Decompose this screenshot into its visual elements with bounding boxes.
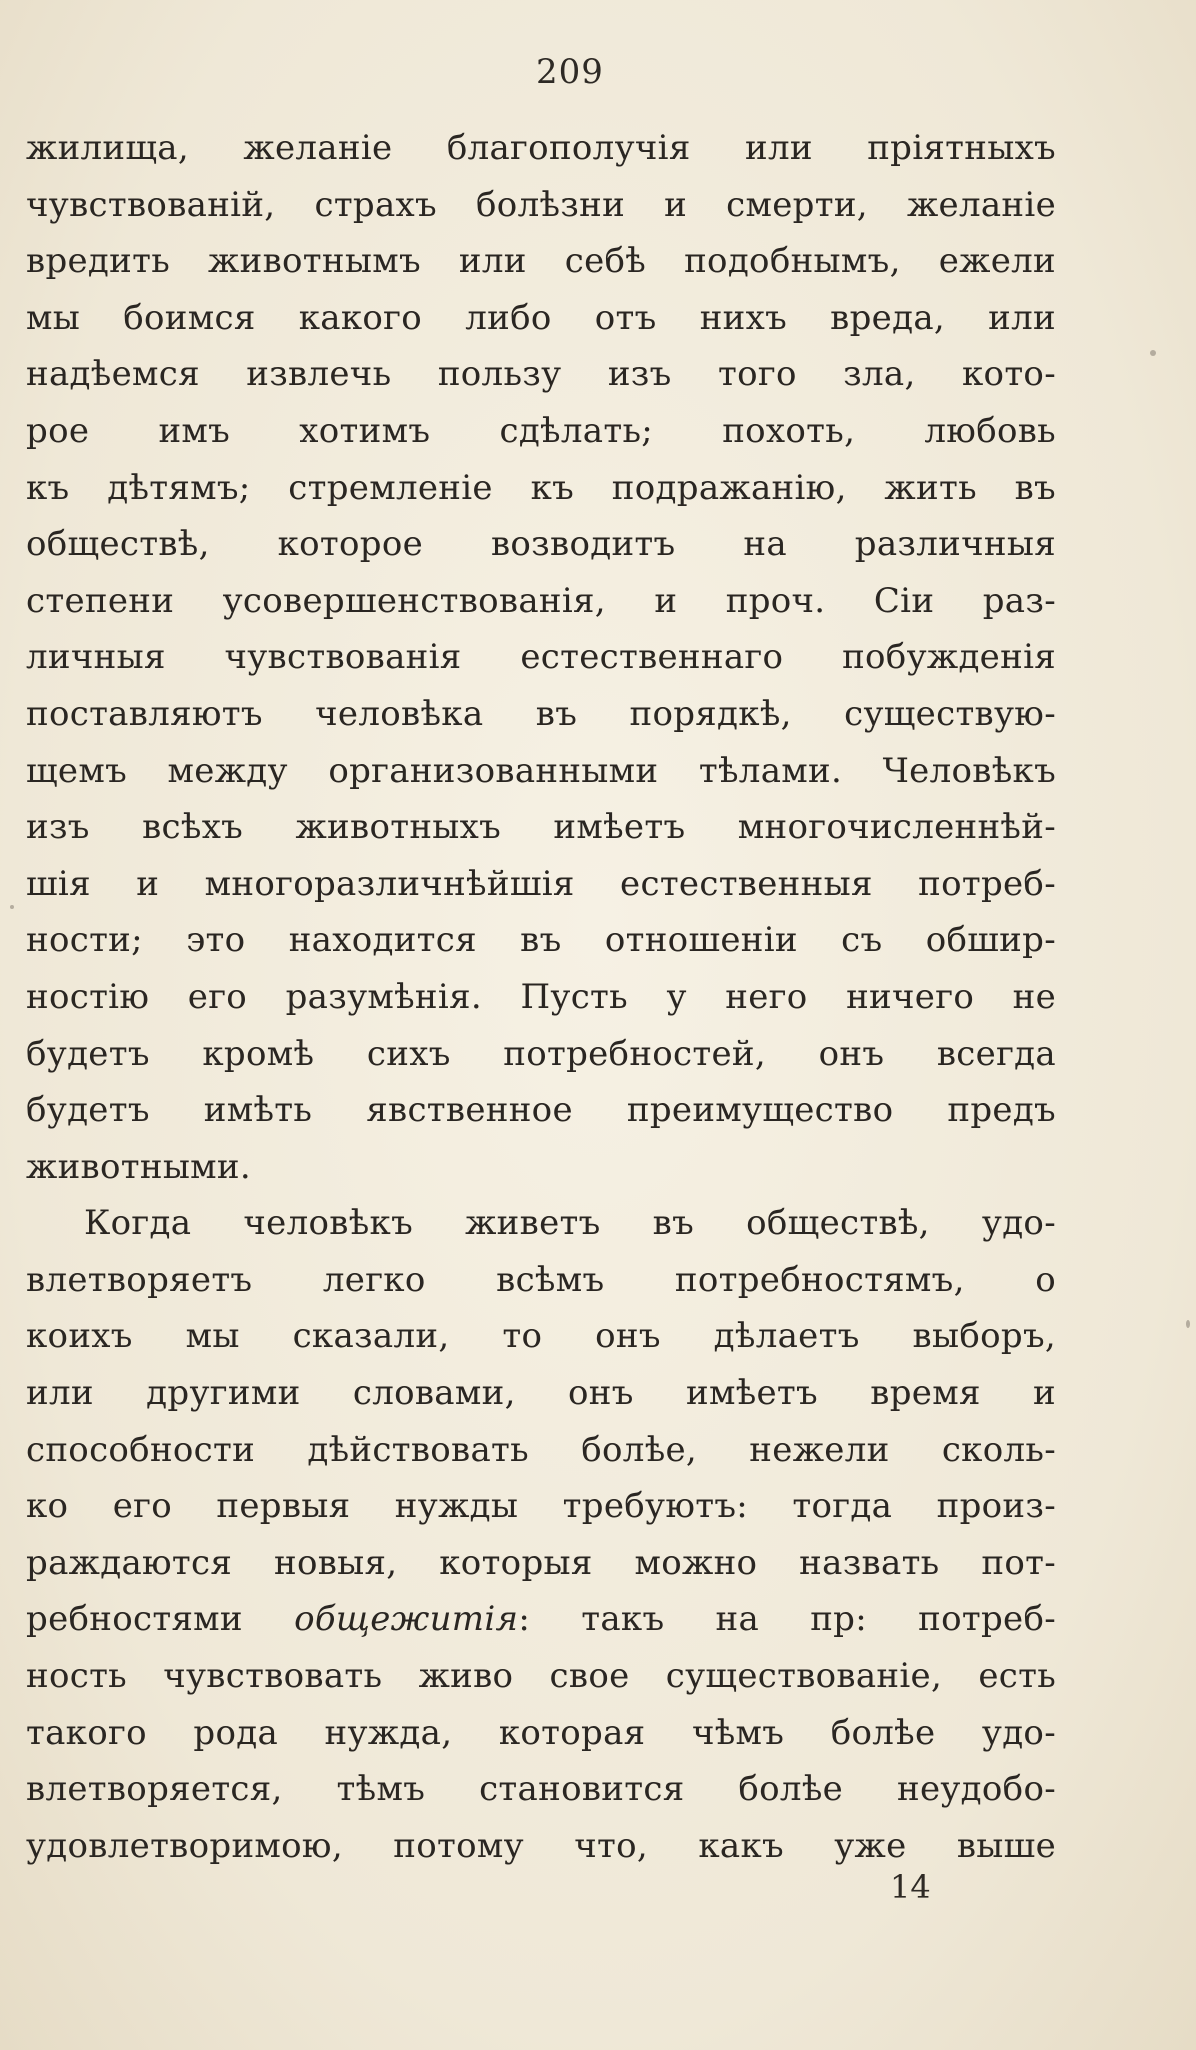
text-fragment: ребностями xyxy=(26,1599,243,1640)
text-line: будетъ имѣть явственное преимущество предъ xyxy=(26,1090,1056,1131)
text-line: степени усовершенствованія, и проч. Сіи раз- xyxy=(26,580,1056,621)
italic-term: общежитія xyxy=(294,1599,519,1640)
text-line: удовлетворимою, потому что, какъ уже выше xyxy=(26,1825,1056,1866)
text-line: способности дѣйствовать болѣе, нежели сколь- xyxy=(26,1429,1056,1470)
signature-mark: 14 xyxy=(890,1868,931,1906)
text-line: изъ всѣхъ животныхъ имѣетъ многочисленнѣй- xyxy=(26,807,1056,848)
text-line: влетворяется, тѣмъ становится болѣе неудобо- xyxy=(26,1769,1056,1810)
text-line: такого рода нужда, которая чѣмъ болѣе удо- xyxy=(26,1712,1056,1753)
text-line: коихъ мы сказали, то онъ дѣлаетъ выборъ, xyxy=(26,1316,1056,1357)
text-line: животными. xyxy=(26,1146,251,1187)
text-line: ность чувствовать живо свое существованіе, есть xyxy=(26,1656,1056,1697)
text-line: ко его первыя нужды требуютъ: тогда произ- xyxy=(26,1486,1056,1527)
text-line: будетъ кромѣ сихъ потребностей, онъ всегда xyxy=(26,1033,1056,1074)
text-line: надѣемся извлечь пользу изъ того зла, кото- xyxy=(26,354,1056,395)
text-line: щемъ между организованными тѣлами. Человѣкъ xyxy=(26,750,1056,791)
text-line: рое имъ хотимъ сдѣлать; похоть, любовь xyxy=(26,410,1056,451)
text-line: вредить животнымъ или себѣ подобнымъ, ежели xyxy=(26,241,1056,282)
text-line: ности; это находится въ отношеніи съ обшир- xyxy=(26,920,1056,961)
text-line: личныя чувствованія естественнаго побужденія xyxy=(26,637,1056,678)
paper-speck xyxy=(1186,1320,1190,1328)
paper-speck xyxy=(1150,350,1156,356)
text-line: влетворяетъ легко всѣмъ потребностямъ, о xyxy=(26,1259,1056,1300)
text-line: шія и многоразличнѣйшія естественныя потреб- xyxy=(26,863,1056,904)
text-line: мы боимся какого либо отъ нихъ вреда, или xyxy=(26,297,1056,338)
text-line xyxy=(26,1591,1056,1648)
text-line: ностію его разумѣнія. Пусть у него ничего не xyxy=(26,976,1056,1017)
paragraph-1 xyxy=(26,120,1056,1195)
body-text xyxy=(26,120,1056,1874)
text-line: жилища, желаніе благополучія или пріятныхъ xyxy=(26,128,1056,168)
text-line: чувствованій, страхъ болѣзни и смерти, желаніе xyxy=(26,184,1056,225)
text-line: обществѣ, которое возводитъ на различныя xyxy=(26,524,1056,565)
text-fragment: : такъ на пр: потреб- xyxy=(518,1599,1057,1640)
text-line: Когда человѣкъ живетъ въ обществѣ, удо- xyxy=(84,1203,1056,1244)
paper-speck xyxy=(10,905,14,909)
text-line: раждаются новыя, которыя можно назвать пот- xyxy=(26,1542,1056,1583)
text-line: поставляютъ человѣка въ порядкѣ, существую- xyxy=(26,693,1056,734)
text-line: къ дѣтямъ; стремленіе къ подражанію, жить въ xyxy=(26,467,1056,508)
paragraph-2 xyxy=(26,1195,1056,1874)
text-line: или другими словами, онъ имѣетъ время и xyxy=(26,1373,1056,1414)
page-number: 209 xyxy=(536,52,604,92)
